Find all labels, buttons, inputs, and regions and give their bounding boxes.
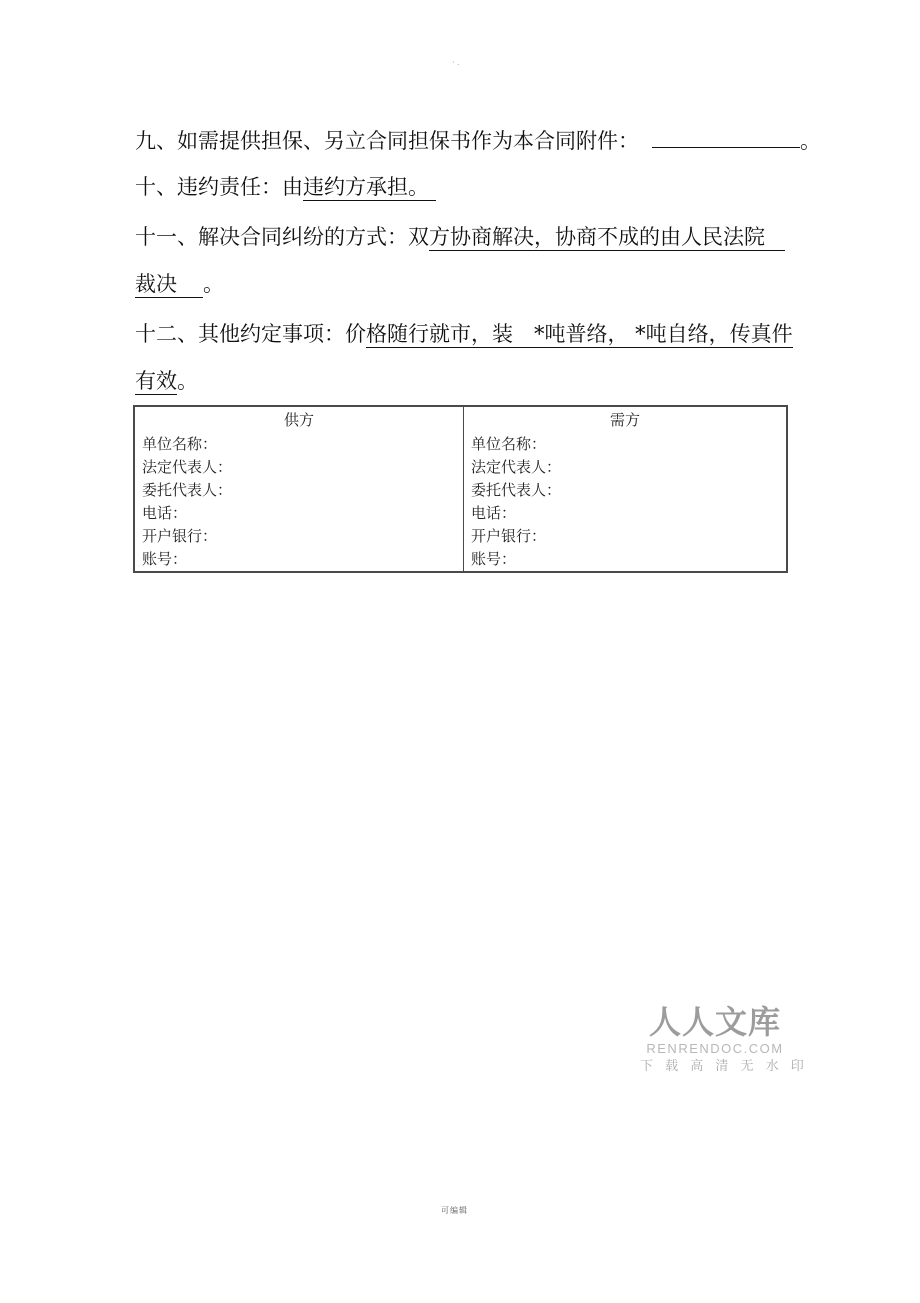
- clause-10-text: 十、违约责任：由: [135, 175, 303, 199]
- clause-11-underlined-continuation: 裁决: [135, 272, 203, 298]
- clause-9: [135, 127, 855, 153]
- supplier-entrusted-rep-label: 委托代表人：: [142, 481, 233, 499]
- clause-11-text: 十一、解决合同纠纷的方式：双: [135, 225, 429, 249]
- clause-9-period: 。: [800, 129, 821, 153]
- clause-11-period: 。: [203, 272, 224, 296]
- buyer-entrusted-rep-label: 委托代表人：: [471, 481, 562, 499]
- clause-10: [135, 175, 855, 199]
- clause-12-line2: [135, 369, 855, 393]
- watermark-title: 人人文库: [648, 1003, 781, 1041]
- buyer-legal-rep-label: 法定代表人：: [471, 458, 562, 476]
- editable-footnote: 可编辑: [441, 1206, 468, 1215]
- clause-11-underlined-text: 方协商解决，协商不成的由人民法院: [429, 225, 785, 251]
- buyer-phone-label: 电话：: [471, 504, 517, 522]
- parties-table: [133, 405, 788, 573]
- buyer-bank-label: 开户银行：: [471, 527, 547, 545]
- clause-10-underlined-text: 违约方承担。: [303, 175, 436, 201]
- clause-12-underlined-text: 格随行就市，装 *吨普络， *吨自络，传真件: [366, 322, 793, 346]
- renrendoc-watermark: [640, 1003, 808, 1074]
- watermark-domain: RENRENDOC.COM: [646, 1041, 784, 1056]
- supplier-column: [135, 407, 464, 571]
- clause-9-blank-underline: [652, 127, 800, 148]
- clause-11-line1: [135, 225, 855, 249]
- buyer-header: 需方: [609, 411, 640, 429]
- buyer-column: [464, 407, 786, 571]
- clause-12-underlined-continuation: 有效: [135, 369, 177, 393]
- watermark-tagline: 下 载 高 清 无 水 印: [640, 1059, 808, 1074]
- clause-12-text: 十二、其他约定事项：价: [135, 322, 366, 346]
- clause-9-text: 九、如需提供担保、另立合同担保书作为本合同附件：: [135, 129, 639, 153]
- clause-12-period: 。: [177, 369, 198, 393]
- supplier-account-label: 账号：: [142, 550, 188, 568]
- supplier-legal-rep-label: 法定代表人：: [142, 458, 233, 476]
- clause-12-line1: [135, 322, 855, 346]
- supplier-unit-name-label: 单位名称：: [142, 435, 218, 453]
- page-top-mark: ·.: [452, 58, 462, 68]
- buyer-account-label: 账号：: [471, 550, 517, 568]
- supplier-bank-label: 开户银行：: [142, 527, 218, 545]
- supplier-header: 供方: [283, 411, 314, 429]
- buyer-unit-name-label: 单位名称：: [471, 435, 547, 453]
- clause-11-line2: [135, 272, 855, 296]
- supplier-phone-label: 电话：: [142, 504, 188, 522]
